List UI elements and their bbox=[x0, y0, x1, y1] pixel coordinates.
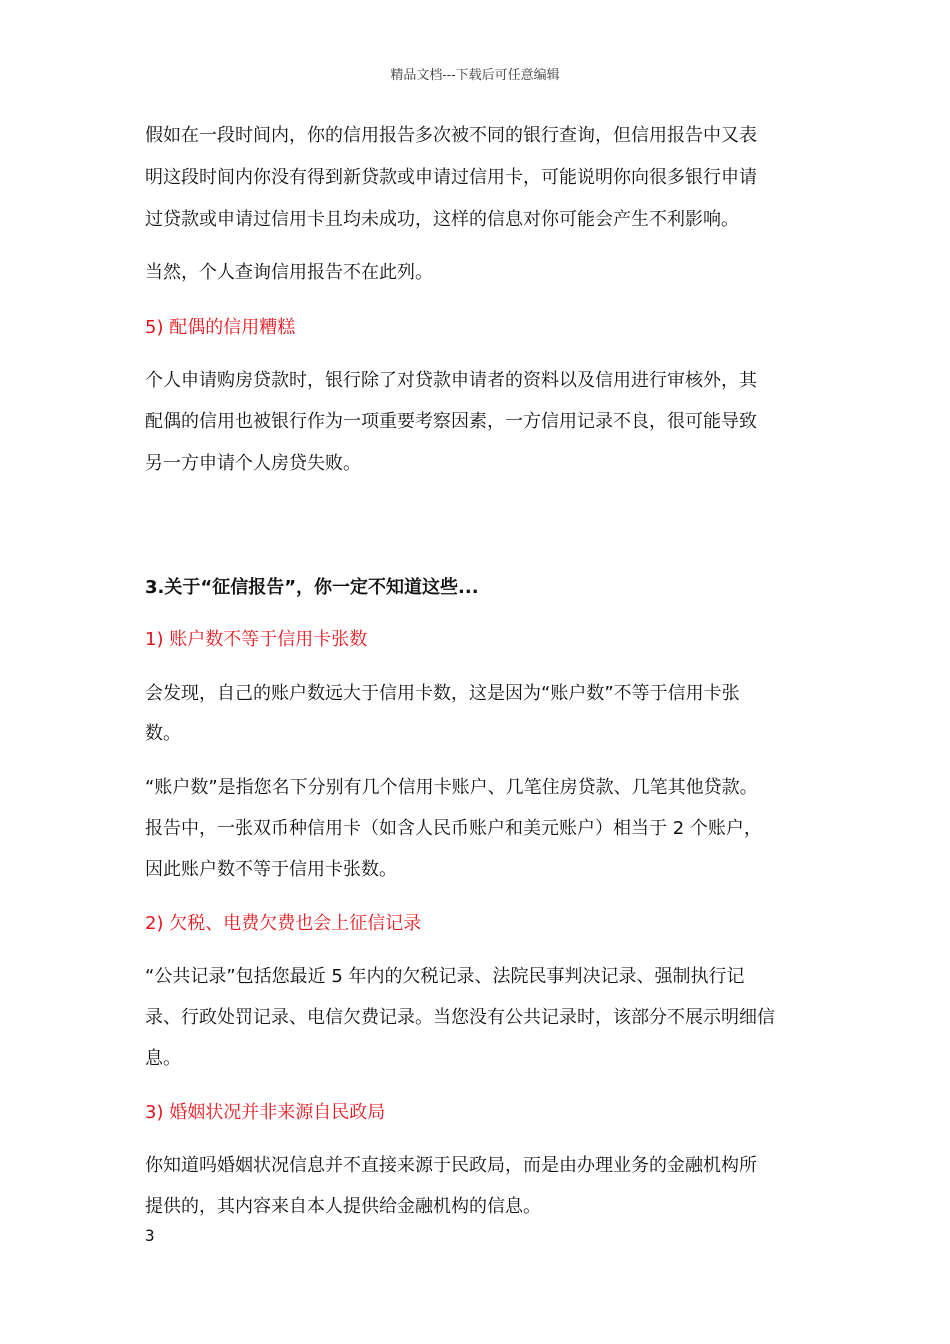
subsection-heading: 1) 账户数不等于信用卡张数 bbox=[145, 629, 368, 650]
paragraph-line: 另一方申请个人房贷失败。 bbox=[145, 453, 361, 474]
paragraph-line: “公共记录”包括您最近 5 年内的欠税记录、法院民事判决记录、强制执行记 bbox=[145, 966, 745, 987]
subsection-heading: 2) 欠税、电费欠费也会上征信记录 bbox=[145, 913, 422, 934]
paragraph-line: 明这段时间内你没有得到新贷款或申请过信用卡，可能说明你向很多银行申请 bbox=[145, 167, 757, 188]
section-title: 3.关于“征信报告”，你一定不知道这些... bbox=[145, 577, 479, 598]
subsection-heading: 3) 婚姻状况并非来源自民政局 bbox=[145, 1102, 386, 1123]
paragraph-line: 提供的，其内容来自本人提供给金融机构的信息。 bbox=[145, 1196, 541, 1217]
page-number: 3 bbox=[145, 1226, 155, 1245]
paragraph-line: 会发现，自己的账户数远大于信用卡数，这是因为“账户数”不等于信用卡张 bbox=[145, 683, 740, 704]
paragraph-line: 假如在一段时间内，你的信用报告多次被不同的银行查询，但信用报告中又表 bbox=[145, 125, 757, 146]
section-heading: 5) 配偶的信用糟糕 bbox=[145, 317, 296, 338]
paragraph-line: 个人申请购房贷款时，银行除了对贷款申请者的资料以及信用进行审核外，其 bbox=[145, 370, 757, 391]
paragraph-line: “账户数”是指您名下分别有几个信用卡账户、几笔住房贷款、几笔其他贷款。 bbox=[145, 777, 758, 798]
paragraph-line: 录、行政处罚记录、电信欠费记录。当您没有公共记录时，该部分不展示明细信 bbox=[145, 1007, 775, 1028]
page-header: 精品文档---下载后可任意编辑 bbox=[390, 68, 560, 83]
paragraph-line: 数。 bbox=[145, 723, 181, 744]
paragraph-line: 过贷款或申请过信用卡且均未成功，这样的信息对你可能会产生不利影响。 bbox=[145, 209, 739, 230]
paragraph-line: 你知道吗婚姻状况信息并不直接来源于民政局，而是由办理业务的金融机构所 bbox=[145, 1155, 757, 1176]
paragraph-line: 当然，个人查询信用报告不在此列。 bbox=[145, 262, 433, 283]
paragraph-line: 因此账户数不等于信用卡张数。 bbox=[145, 859, 397, 880]
paragraph-line: 息。 bbox=[145, 1048, 181, 1069]
paragraph-line: 配偶的信用也被银行作为一项重要考察因素，一方信用记录不良，很可能导致 bbox=[145, 411, 757, 432]
paragraph-line: 报告中，一张双币种信用卡（如含人民币账户和美元账户）相当于 2 个账户， bbox=[145, 818, 762, 839]
